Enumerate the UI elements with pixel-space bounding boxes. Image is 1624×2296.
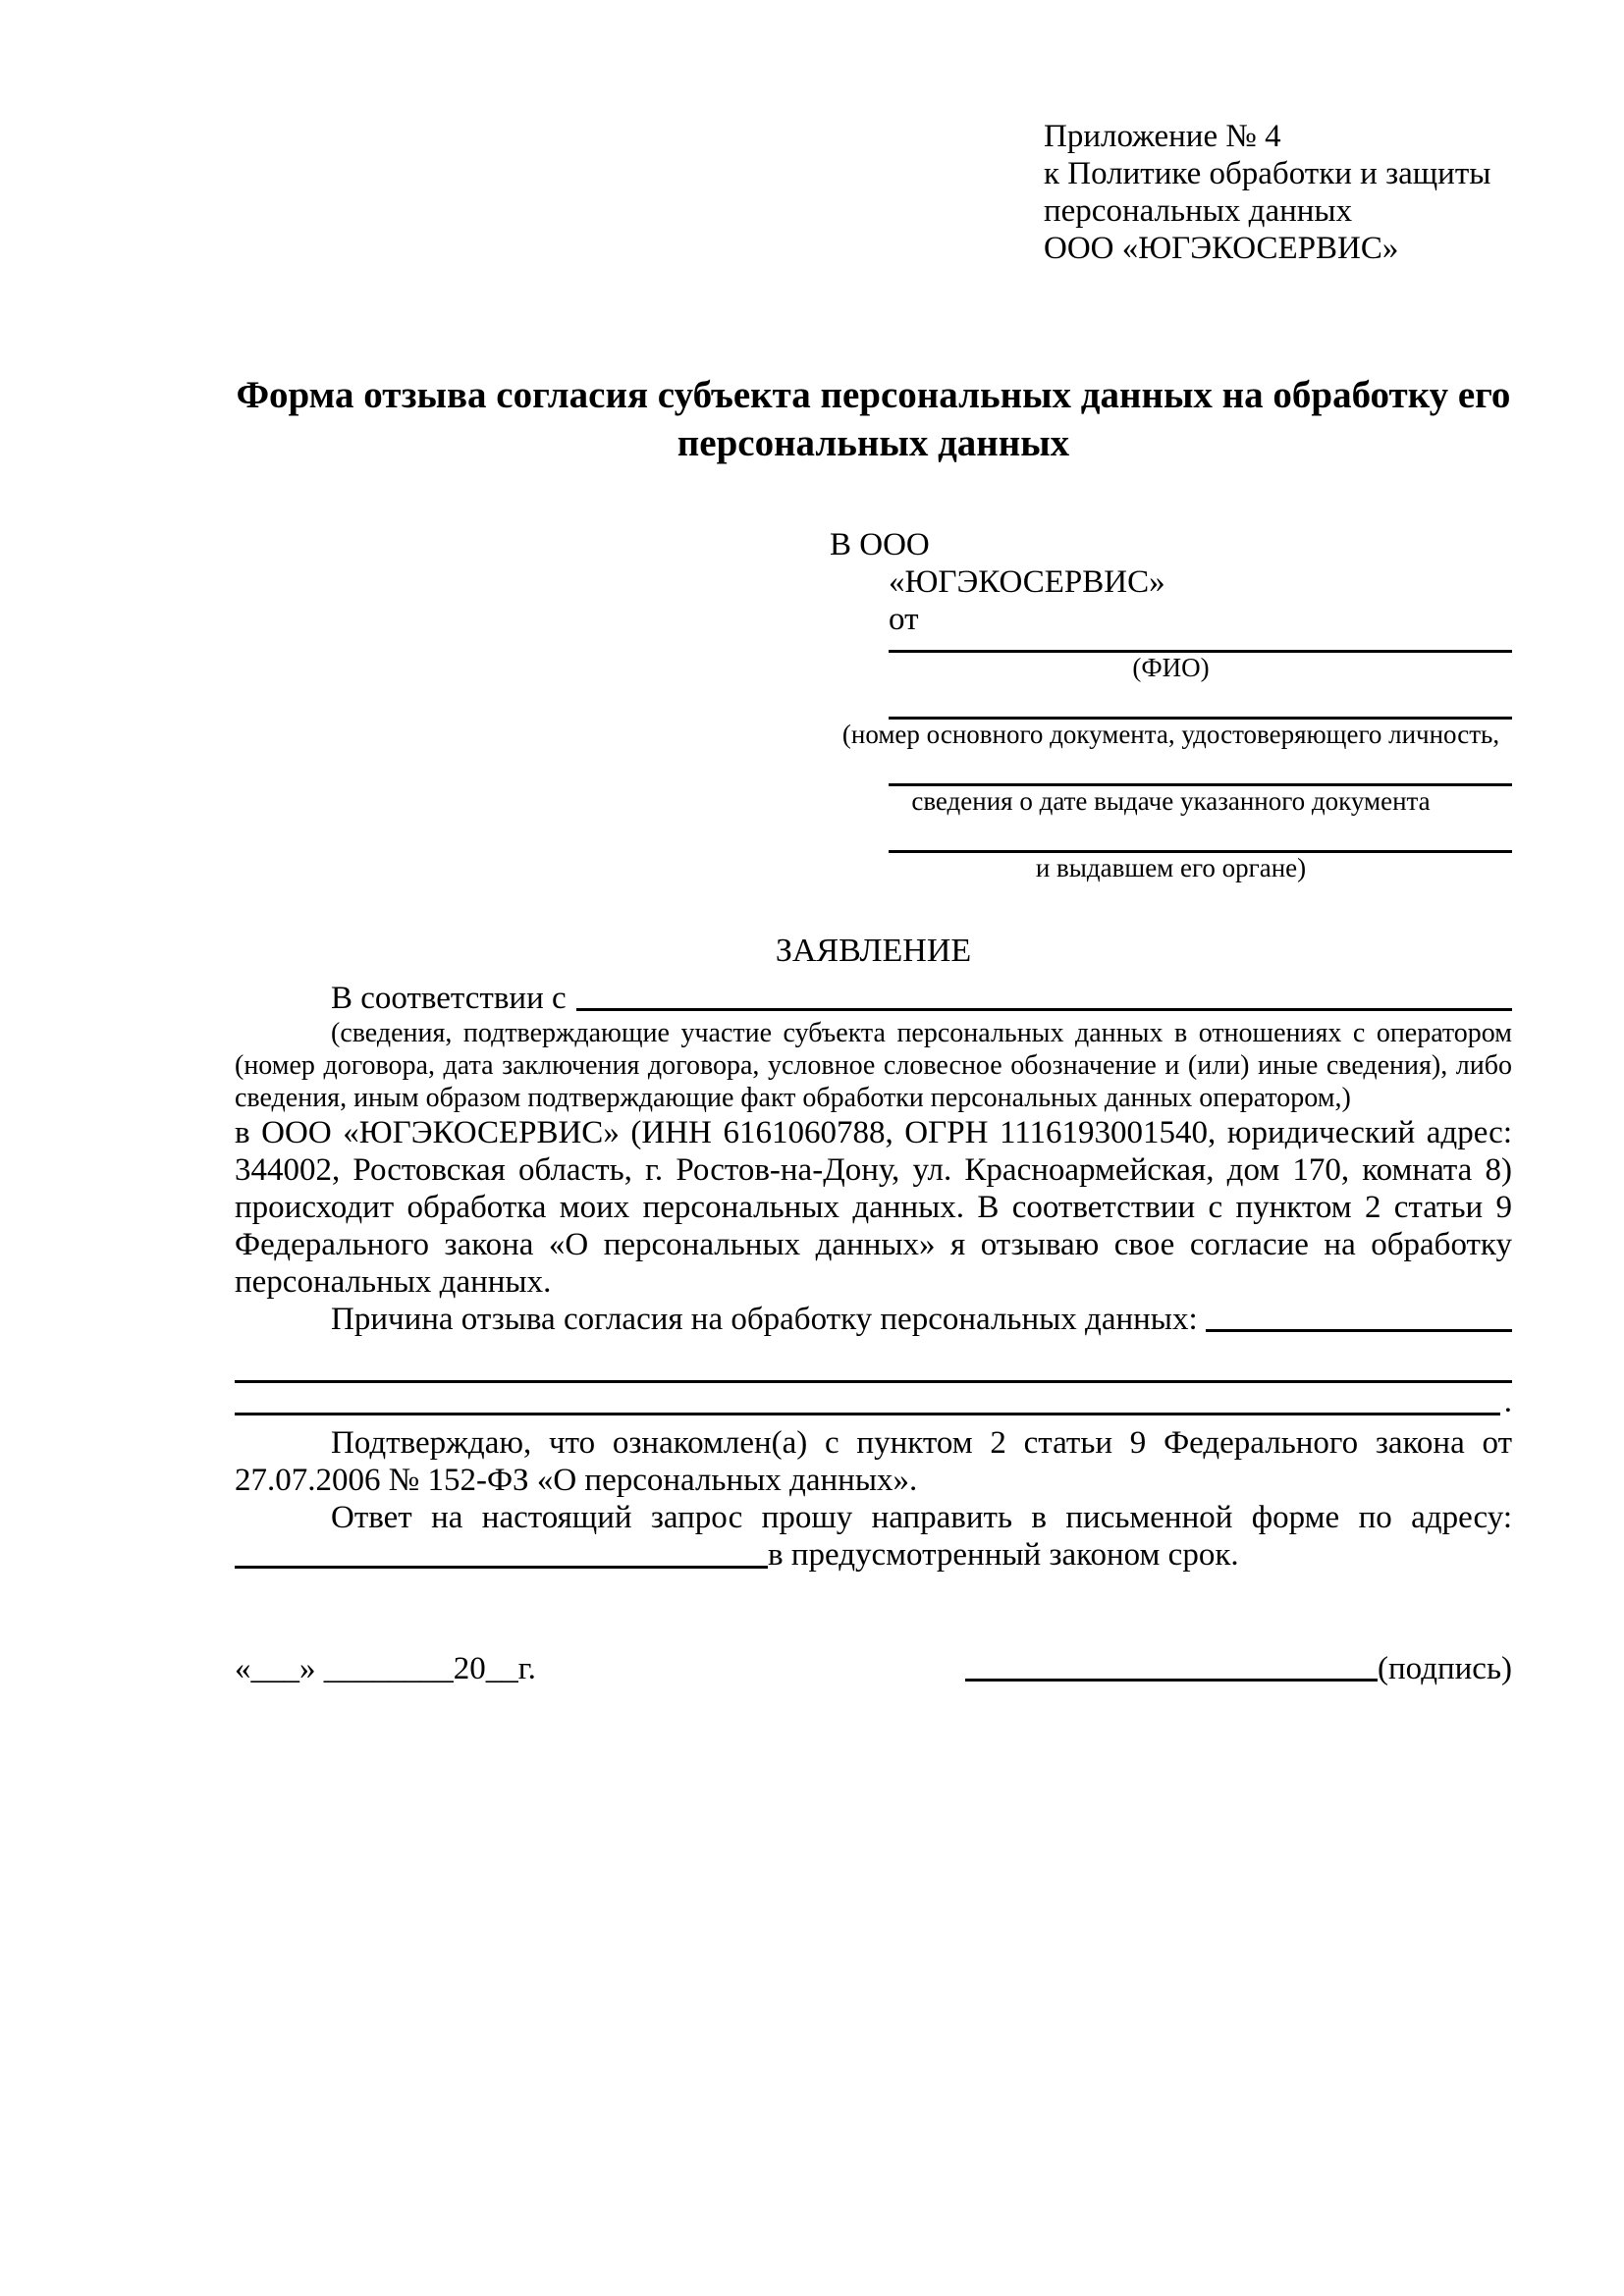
signature-block bbox=[965, 1650, 1512, 1687]
issue-date-blank-line bbox=[889, 750, 1512, 786]
addressee-block bbox=[830, 526, 1512, 883]
reason-blank-row-2-line bbox=[235, 1413, 1500, 1415]
reason-blank-line bbox=[1206, 1329, 1512, 1332]
intro-prefix: В соответствии с bbox=[331, 981, 567, 1016]
confirm-paragraph: Подтверждаю, что ознакомлен(а) с пунктом 2 статьи 9 Федерального закона от 27.07.2006 № 152-ФЗ «О персональных данных». bbox=[235, 1425, 1512, 1498]
appendix-line-2: к Политике обработки и защиты bbox=[1044, 156, 1491, 191]
issuer-blank-line bbox=[889, 817, 1512, 853]
signature-caption: (подпись) bbox=[1378, 1651, 1512, 1686]
addressee-to-prefix: В ООО bbox=[830, 527, 930, 562]
signature-blank-line bbox=[965, 1679, 1378, 1682]
fio-caption: (ФИО) bbox=[1132, 653, 1210, 682]
reply-address-line bbox=[235, 1536, 1512, 1574]
address-blank-line bbox=[235, 1566, 768, 1569]
appendix-line-3: персональных данных bbox=[1044, 193, 1353, 229]
issuer-caption: и выдавшем его органе) bbox=[1035, 853, 1307, 882]
statement-body: в ООО «ЮГЭКОСЕРВИС» (ИНН 6161060788, ОГРН 1116193001540, юридический адрес: 344002, Ростовская область, г. Ростов-на-Дону, ул. Красноармейская, дом 170, комната 8) происходит обработка моих персональных данных. В соответствии с пунктом 2 статьи 9 Федерального закона «О персональных данных» я отзываю свое согласие на обработку персональных данных. bbox=[235, 1115, 1512, 1300]
reason-line bbox=[235, 1301, 1512, 1338]
issue-date-caption: сведения о дате выдаче указанного документа bbox=[911, 786, 1431, 816]
appendix-line-1: Приложение № 4 bbox=[1044, 119, 1281, 154]
reason-label: Причина отзыва согласия на обработку персональных данных: bbox=[331, 1302, 1198, 1337]
doc-number-caption: (номер основного документа, удостоверяющего личность, bbox=[841, 720, 1500, 749]
statement-heading: ЗАЯВЛЕНИЕ bbox=[775, 933, 972, 969]
reply-request-line: Ответ на настоящий запрос прошу направить в письменной форме по адресу: bbox=[331, 1500, 1512, 1535]
fio-blank-line bbox=[889, 638, 1512, 653]
reply-tail: в предусмотренный законом срок. bbox=[768, 1537, 1239, 1573]
signature-row bbox=[235, 1650, 1512, 1687]
reason-blank-row-1 bbox=[235, 1348, 1512, 1383]
reason-blank-row-2 bbox=[235, 1383, 1512, 1420]
intro-line bbox=[235, 980, 1512, 1017]
appendix-line-4: ООО «ЮГЭКОСЕРВИС» bbox=[1044, 231, 1399, 266]
appendix-block bbox=[1044, 118, 1512, 267]
doc-number-blank-line bbox=[889, 683, 1512, 720]
reason-terminator: . bbox=[1503, 1384, 1512, 1419]
addressee-org-name: «ЮГЭКОСЕРВИС» bbox=[889, 564, 1165, 600]
addressee-from-label: от bbox=[889, 602, 919, 637]
intro-blank-line bbox=[576, 1008, 1512, 1011]
form-title: Форма отзыва согласия субъекта персональных данных на обработку его персональных данных bbox=[236, 374, 1511, 464]
date-field: «___» ________20__г. bbox=[235, 1651, 536, 1686]
intro-note: (сведения, подтверждающие участие субъекта персональных данных в отношениях с оператором (номер договора, дата заключения договора, условное словесное обозначение и (или) иные сведения), либо сведения, иным образом подтверждающие факт обработки персональных данных оператором,) bbox=[235, 1018, 1512, 1113]
